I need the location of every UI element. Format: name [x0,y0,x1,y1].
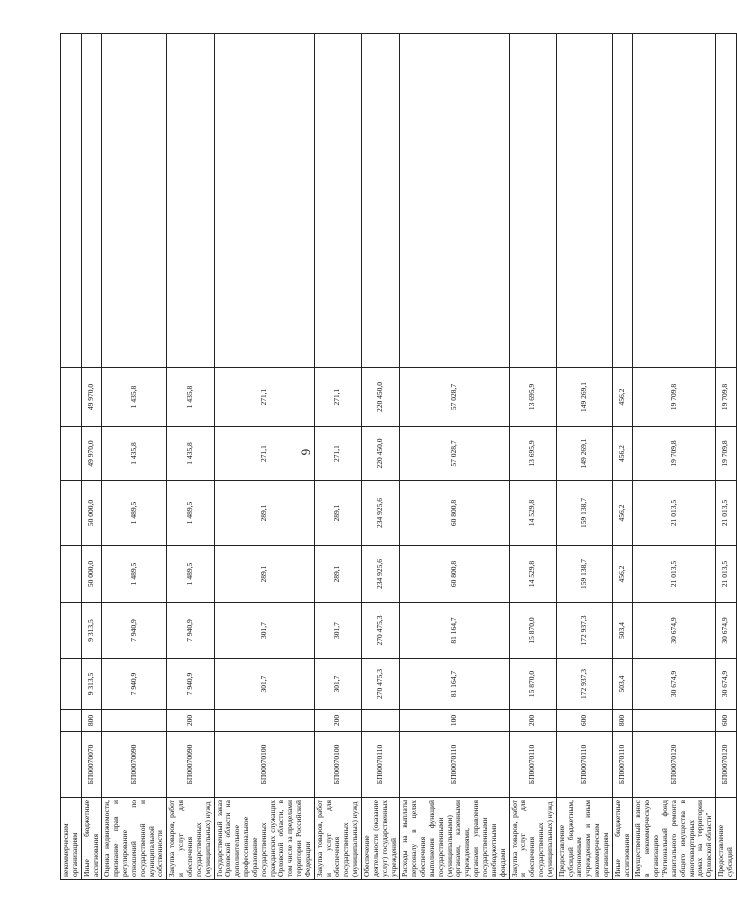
cell-value: 301,7 [214,659,314,710]
cell-value: 7 940,9 [102,603,167,659]
cell-value: 15 870,0 [509,659,556,710]
cell-value: 81 164,7 [400,603,509,659]
cell-name: Расходы на выплаты персоналу в целях обеспечения выполнения функций государственными (муниципальными) органами, казенными учреждениями, органами управления государственными внебюджетными фондами [400,798,509,880]
cell-value: 301,7 [314,659,361,710]
cell-name: Иные бюджетные ассигнования [81,798,102,880]
cell-value: 57 028,7 [400,368,509,427]
table-row [214,34,314,880]
cell-name: Предоставление субсидий [716,798,737,880]
cell-value: 60 800,8 [400,546,509,603]
cell-value: 1 489,5 [167,481,214,546]
cell-value: 30 674,9 [633,659,716,710]
cell-value: 21 013,5 [716,546,737,603]
cell-code: БП00070090 [102,732,167,798]
cell-value: 21 013,5 [716,481,737,546]
cell-value: 1 489,5 [167,546,214,603]
cell-value: 456,2 [612,368,633,427]
cell-value: 172 937,3 [556,659,612,710]
table-row [509,34,556,880]
cell-empty [81,34,102,368]
cell-value: 19 709,8 [633,427,716,481]
cell-empty [556,34,612,368]
table-row [612,34,633,880]
table-row [556,34,612,880]
cell-value: 1 435,8 [167,427,214,481]
cell-code: БП00070110 [612,732,633,798]
cell-value: 172 937,3 [556,603,612,659]
cell-value: 456,2 [612,546,633,603]
cell-code [61,732,82,798]
cell-value: 14 529,8 [509,546,556,603]
cell-value: 220 450,0 [362,427,400,481]
cell-value: 234 925,6 [362,481,400,546]
table-row [716,34,737,880]
cell-value: 1 489,5 [102,546,167,603]
cell-value: 13 695,9 [509,427,556,481]
cell-code: БП00070110 [400,732,509,798]
cell-value: 50 000,0 [81,481,102,546]
cell-code: БП00070120 [633,732,716,798]
cell-value: 220 450,0 [362,368,400,427]
cell-value: 49 970,0 [81,368,102,427]
cell-value: 30 674,9 [716,659,737,710]
cell-value: 503,4 [612,659,633,710]
cell-value: 456,2 [612,427,633,481]
cell-code: БП00070100 [314,732,361,798]
cell-vr: 800 [81,710,102,732]
cell-value: 30 674,9 [633,603,716,659]
cell-value: 149 269,1 [556,368,612,427]
cell-value: 19 709,8 [716,368,737,427]
cell-vr: 600 [716,710,737,732]
cell-value: 270 475,3 [362,659,400,710]
cell-value: 289,1 [214,546,314,603]
cell-value: 270 475,3 [362,603,400,659]
cell-value: 271,1 [214,368,314,427]
cell-value: 9 313,5 [81,603,102,659]
cell-vr: 600 [556,710,612,732]
cell-empty [167,34,214,368]
cell-value: 7 940,9 [167,659,214,710]
cell-value [61,368,82,427]
cell-value: 7 940,9 [167,603,214,659]
cell-name: Обеспечение деятельности (оказание услуг) государственных учреждений [362,798,400,880]
cell-code: БП00070120 [716,732,737,798]
budget-table [60,33,737,880]
cell-value: 1 435,8 [102,368,167,427]
cell-value: 7 940,9 [102,659,167,710]
cell-vr [61,710,82,732]
cell-value: 15 870,0 [509,603,556,659]
cell-value: 81 164,7 [400,659,509,710]
cell-name: Иные бюджетные ассигнования [612,798,633,880]
cell-name: Имущественный взнос в некоммерческую организацию "Региональный фонд капитального ремонта общего имущества в многоквартирных домах на территории Орловской области" [633,798,716,880]
cell-value: 271,1 [314,368,361,427]
cell-name: Оценка недвижимости, признание прав и регулирование отношений по государственной и муниципальной собственности [102,798,167,880]
cell-vr: 200 [167,710,214,732]
cell-name: Закупка товаров, работ и услуг для обеспечения государственных (муниципальных) нужд [314,798,361,880]
cell-code: БП00070110 [556,732,612,798]
cell-value: 271,1 [314,427,361,481]
cell-value: 49 970,0 [81,427,102,481]
cell-name: Государственный заказ Орловской области на дополнительное профессиональное образование государственных гражданских служащих Орловской области, в том числе за пределами территории Российской Федерации [214,798,314,880]
cell-empty [612,34,633,368]
cell-value [61,659,82,710]
cell-value: 57 028,7 [400,427,509,481]
cell-empty [214,34,314,368]
cell-empty [509,34,556,368]
cell-value: 289,1 [314,481,361,546]
cell-empty [102,34,167,368]
cell-value: 301,7 [214,603,314,659]
table-row [400,34,509,880]
cell-value: 50 000,0 [81,546,102,603]
cell-name: Предоставление субсидий бюджетным, автономным учреждениям и иным некоммерческим организациям [556,798,612,880]
cell-value: 271,1 [214,427,314,481]
cell-value: 1 435,8 [167,368,214,427]
budget-table-rotated [60,34,734,880]
table-row [61,34,82,880]
table-row [102,34,167,880]
cell-value: 149 269,1 [556,427,612,481]
cell-vr [102,710,167,732]
cell-value: 301,7 [314,603,361,659]
cell-value: 289,1 [214,481,314,546]
cell-value: 234 925,6 [362,546,400,603]
cell-value: 13 695,9 [509,368,556,427]
cell-code: БП00070070 [81,732,102,798]
cell-value: 456,2 [612,481,633,546]
cell-code: БП00070110 [509,732,556,798]
cell-value: 289,1 [314,546,361,603]
cell-empty [61,34,82,368]
cell-value: 9 313,5 [81,659,102,710]
cell-vr [214,710,314,732]
cell-value: 21 013,5 [633,481,716,546]
cell-vr [633,710,716,732]
cell-value: 1 489,5 [102,481,167,546]
cell-empty [716,34,737,368]
cell-value: 14 529,8 [509,481,556,546]
table-row [314,34,361,880]
cell-vr: 200 [509,710,556,732]
cell-vr [362,710,400,732]
cell-empty [314,34,361,368]
cell-code: БП00070110 [362,732,400,798]
cell-value: 159 138,7 [556,546,612,603]
cell-value [61,481,82,546]
cell-vr: 100 [400,710,509,732]
cell-value [61,427,82,481]
cell-empty [633,34,716,368]
cell-value [61,546,82,603]
cell-value: 19 709,8 [633,368,716,427]
cell-vr: 800 [612,710,633,732]
cell-name: некоммерческим организациям [61,798,82,880]
cell-value: 159 138,7 [556,481,612,546]
cell-value [61,603,82,659]
cell-value: 1 435,8 [102,427,167,481]
cell-value: 30 674,9 [716,603,737,659]
table-row [81,34,102,880]
table-body [61,34,737,880]
cell-empty [400,34,509,368]
page-number: 6 [298,448,314,456]
cell-empty [362,34,400,368]
cell-value: 60 800,8 [400,481,509,546]
cell-value: 21 013,5 [633,546,716,603]
cell-vr: 200 [314,710,361,732]
table-row [167,34,214,880]
cell-name: Закупка товаров, работ и услуг для обеспечения государственных (муниципальных) нужд [509,798,556,880]
cell-code: БП00070100 [214,732,314,798]
table-row [633,34,716,880]
cell-code: БП00070090 [167,732,214,798]
cell-name: Закупка товаров, работ и услуг для обеспечения государственных (муниципальных) нужд [167,798,214,880]
cell-value: 19 709,8 [716,427,737,481]
table-row [362,34,400,880]
cell-value: 503,4 [612,603,633,659]
